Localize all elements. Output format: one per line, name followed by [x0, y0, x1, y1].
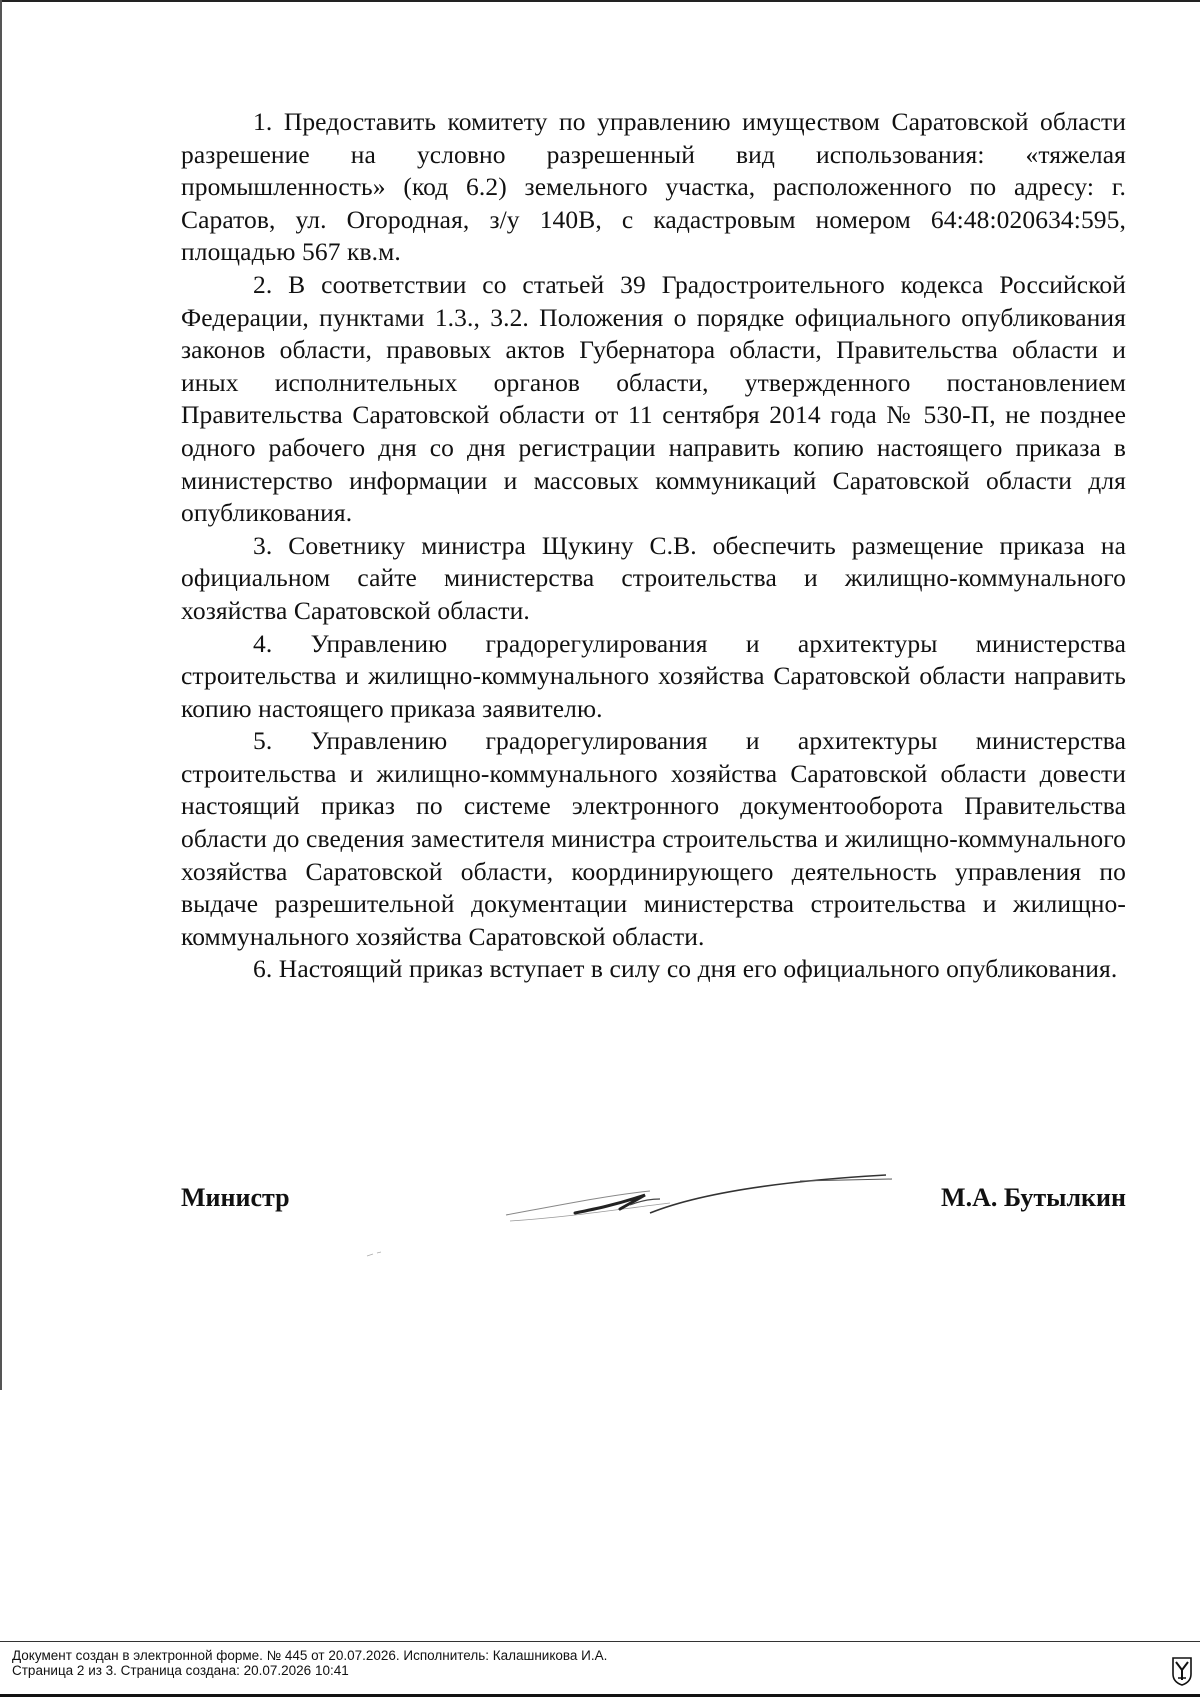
paragraph-4: 4. Управлению градорегулирования и архитектуры министерства строительства и жилищно-коммунального хозяйства Саратовской области направить копию настоящего приказа заявителю.: [181, 628, 1126, 723]
coat-of-arms-icon: [1171, 1656, 1193, 1686]
scan-speck: [365, 1250, 385, 1258]
signatory-title: Министр: [181, 1183, 290, 1212]
paragraph-1: 1. Предоставить комитету по управлению имуществом Саратовской области разрешение на условно разрешенный вид использования: «тяжелая промышленность» (код 6.2) земельного участка, расположенного по адресу: г. Саратов, ул. Огородная, з/у 140В, с кадастровым номером 64:48:020634:595, площадью 567 кв.м.: [181, 107, 1126, 267]
left-scan-edge: [0, 0, 2, 1390]
top-border: [0, 0, 1200, 2]
footer-doc-info: Документ создан в электронной форме. № 445 от 20.07.2026. Исполнитель: Калашникова И.А.: [12, 1648, 608, 1663]
footer: [12, 1648, 607, 1678]
signature-block: [181, 1183, 1126, 1223]
paragraph-2: 2. В соответствии со статьей 39 Градостроительного кодекса Российской Федерации, пунктами 1.3., 3.2. Положения о порядке официального опубликования законов области, правовых актов Губернатора области, Правительства области и иных исполнительных органов области, утвержденного постановлением Правительства Саратовской области от 11 сентября 2014 года № 530-П, не позднее одного рабочего дня со дня регистрации направить копию настоящего приказа в министерство информации и массовых коммуникаций Саратовской области для опубликования.: [181, 269, 1126, 528]
paragraph-6: 6. Настоящий приказ вступает в силу со дня его официального опубликования.: [253, 954, 1118, 984]
document-body: [181, 106, 1126, 986]
footer-divider: [0, 1641, 1200, 1642]
footer-page-info: Страница 2 из 3. Страница создана: 20.07.2026 10:41: [12, 1663, 349, 1678]
paragraph-5: 5. Управлению градорегулирования и архитектуры министерства строительства и жилищно-коммунального хозяйства Саратовской области довести настоящий приказ по системе электронного документооборота Правительства области до сведения заместителя министра строительства и жилищно-коммунального хозяйства Саратовской области, координирующего деятельность управления по выдаче разрешительной документации министерства строительства и жилищно-коммунального хозяйства Саратовской области.: [181, 726, 1126, 951]
paragraph-3: 3. Советнику министра Щукину С.В. обеспечить размещение приказа на официальном сайте министерства строительства и жилищно-коммунального хозяйства Саратовской области.: [181, 530, 1126, 625]
signatory-name: М.А. Бутылкин: [941, 1183, 1126, 1212]
bottom-border: [0, 1694, 1200, 1697]
